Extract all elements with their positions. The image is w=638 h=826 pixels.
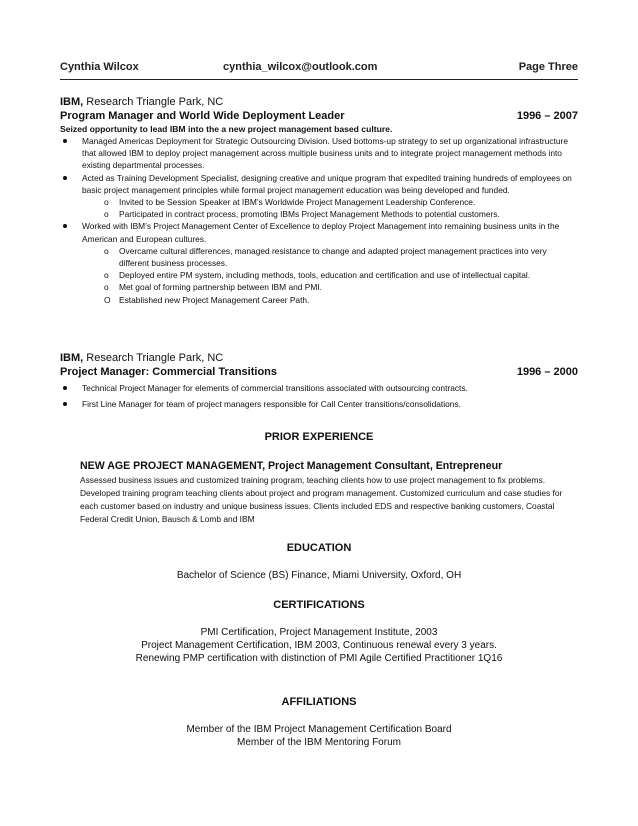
sub-bullet-text: Deployed entire PM system, including methods, tools, education and certification and use of intellectual capital. — [119, 270, 531, 281]
sub-bullet-item: O Established new Project Management Career Path. — [104, 294, 310, 305]
sub-bullets — [82, 196, 578, 220]
certification-line: Project Management Certification, IBM 2003, Continuous renewal every 3 years. — [141, 640, 497, 651]
company-name: IBM, — [60, 96, 84, 108]
sub-bullet-item: o Invited to be Session Speaker at IBM’s Worldwide Project Management Leadership Conference. — [104, 197, 476, 208]
header-email: cynthia_wilcox@outlook.com — [223, 61, 378, 73]
header-name: Cynthia Wilcox — [60, 61, 139, 73]
company-location: Research Triangle Park, NC — [86, 352, 224, 364]
sub-bullet-text: Established new Project Management Career Path. — [119, 294, 310, 305]
certifications-heading: CERTIFICATIONS — [273, 599, 365, 611]
certification-line: PMI Certification, Project Management Institute, 2003 — [200, 627, 438, 638]
job-entry — [60, 351, 578, 410]
page-number: Page Three — [518, 61, 578, 73]
affiliations-list — [60, 723, 578, 749]
prior-experience-entry — [80, 459, 578, 526]
prior-title: NEW AGE PROJECT MANAGEMENT, Project Management Consultant, Entrepreneur — [80, 460, 503, 472]
job-title: Program Manager and World Wide Deployment Leader — [60, 110, 345, 122]
company-line — [60, 95, 578, 109]
company-name: IBM, — [60, 352, 84, 364]
bullet-text: Acted as Training Development Specialist, designing creative and unique program that expedited training hundreds of employees on basic project management principles while formal project management education was being developed and funded. — [82, 172, 572, 195]
job-entry — [60, 95, 578, 306]
job-title-row — [60, 365, 578, 379]
sub-bullet-text: Met goal of forming partnership between IBM and PMI. — [119, 282, 322, 293]
prior-experience-heading: PRIOR EXPERIENCE — [264, 431, 374, 443]
sub-bullet-text: Invited to be Session Speaker at IBM’s Worldwide Project Management Leadership Conference. — [119, 197, 476, 208]
bullet-item — [60, 172, 578, 221]
certifications-list — [60, 626, 578, 665]
bullet-text: Worked with IBM’s Project Management Center of Excellence to deploy Project Management into remaining business units in the American and European cultures. — [82, 221, 560, 244]
bullet-item — [60, 398, 578, 410]
bullet-text: First Line Manager for team of project managers responsible for Call Center transitions/consolidations. — [82, 399, 461, 410]
job-bullets — [60, 382, 578, 410]
education-heading: EDUCATION — [286, 542, 352, 554]
job-dates: 1996 – 2000 — [516, 366, 578, 378]
job-bullets — [60, 135, 578, 306]
bullet-item — [60, 382, 578, 394]
sub-bullet-text: Participated in contract process, promoting IBMs Project Management Methods to potential customers. — [119, 209, 500, 220]
bullet-item — [60, 135, 578, 172]
company-line — [60, 351, 578, 365]
job-summary: Seized opportunity to lead IBM into the a new project management based culture. — [60, 124, 393, 134]
sub-bullet-item: o Met goal of forming partnership between IBM and PMI. — [104, 282, 322, 293]
prior-description: Assessed business issues and customized training program, teaching clients how to use project management to fix problems. Developed training program teaching clients about project and program management. Customized curriculum and case studies for each customer based on industry and unique business issues. Clients included EDS and respective banking customers, Coastal Federal Credit Union, Bausch & Lomb and IBM — [80, 475, 563, 524]
sub-bullet-item: o Deployed entire PM system, including methods, tools, education and certification and use of intellectual capital. — [104, 270, 531, 281]
sub-bullet-text: Overcame cultural differences, managed resistance to change and adapted project management practices into very different business processes. — [119, 245, 547, 269]
bullet-item — [60, 220, 578, 305]
affiliations-heading: AFFILIATIONS — [281, 696, 357, 708]
header-rule — [60, 79, 578, 80]
sub-bullet-item: o Overcame cultural differences, managed resistance to change and adapted project management practices into very different business processes. — [104, 245, 547, 269]
page-header — [60, 61, 578, 79]
sub-bullets — [82, 245, 578, 306]
bullet-text: Technical Project Manager for elements of commercial transitions associated with outsourcing contracts. — [82, 383, 468, 393]
education-line: Bachelor of Science (BS) Finance, Miami University, Oxford, OH — [176, 570, 462, 581]
company-location: Research Triangle Park, NC — [86, 96, 224, 108]
education-list — [60, 569, 578, 582]
affiliation-line: Member of the IBM Project Management Certification Board — [186, 724, 452, 735]
job-title: Project Manager: Commercial Transitions — [60, 366, 278, 378]
bullet-text: Managed Americas Deployment for Strategic Outsourcing Division. Used bottoms-up strategy to set up organizational infrastructure that allowed IBM to deploy project management across multiple business units and to integrate project management methods into existing departmental processes. — [82, 136, 568, 171]
affiliation-line: Member of the IBM Mentoring Forum — [237, 737, 401, 748]
job-title-row — [60, 109, 578, 123]
job-dates: 1996 – 2007 — [516, 110, 578, 122]
sub-bullet-item: o Participated in contract process, promoting IBMs Project Management Methods to potential customers. — [104, 209, 500, 220]
certification-line: Renewing PMP certification with distinction of PMI Agile Certified Practitioner 1Q16 — [135, 653, 503, 664]
